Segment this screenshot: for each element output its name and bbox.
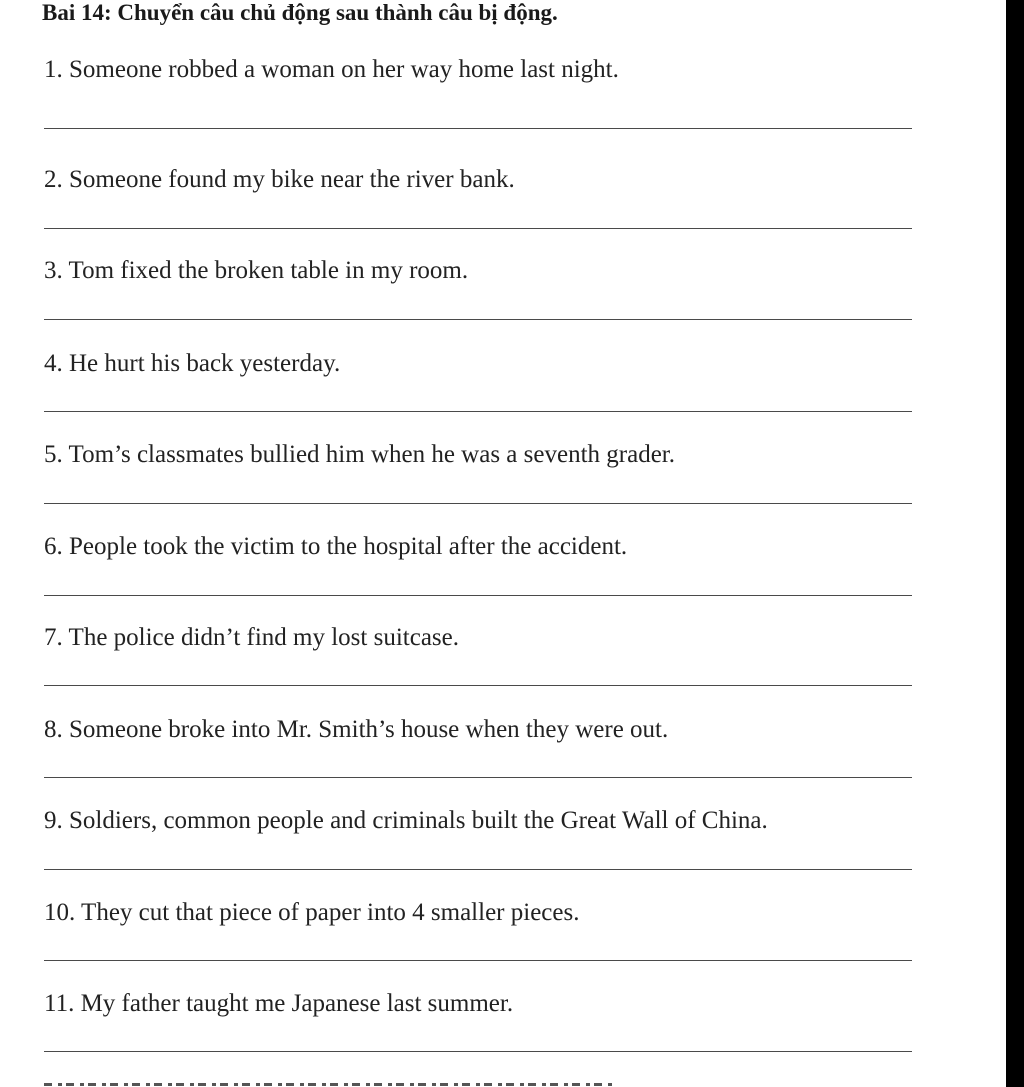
answer-line[interactable] <box>44 228 912 229</box>
answer-line[interactable] <box>44 319 912 320</box>
screen-edge <box>1006 0 1024 1087</box>
question-text: 1. Someone robbed a woman on her way home last night. <box>44 56 619 83</box>
exercise-title: Bai 14: Chuyển câu chủ động sau thành câu bị động. <box>42 0 558 25</box>
cut-off-text-fragment <box>44 1083 614 1086</box>
question-item <box>44 55 914 85</box>
question-text: 4. He hurt his back yesterday. <box>44 350 341 377</box>
answer-line[interactable] <box>44 960 912 961</box>
answer-line[interactable] <box>44 595 912 596</box>
answer-line[interactable] <box>44 777 912 778</box>
question-item <box>44 440 914 470</box>
question-text: 10. They cut that piece of paper into 4 smaller pieces. <box>44 899 580 926</box>
answer-line[interactable] <box>44 869 912 870</box>
question-item <box>44 256 914 286</box>
question-item <box>44 715 914 745</box>
question-text: 2. Someone found my bike near the river bank. <box>44 166 515 193</box>
question-item <box>44 989 914 1019</box>
question-text: 5. Tom’s classmates bullied him when he was a seventh grader. <box>44 441 675 468</box>
question-text: 6. People took the victim to the hospital after the accident. <box>44 533 628 560</box>
question-text: 9. Soldiers, common people and criminals built the Great Wall of China. <box>44 807 768 834</box>
question-text: 11. My father taught me Japanese last summer. <box>44 990 514 1017</box>
answer-line[interactable] <box>44 411 912 412</box>
question-item <box>44 806 914 836</box>
question-item <box>44 898 914 928</box>
question-item <box>44 623 914 653</box>
question-item <box>44 532 914 562</box>
question-item <box>44 349 914 379</box>
answer-line[interactable] <box>44 503 912 504</box>
answer-line[interactable] <box>44 685 912 686</box>
cut-off-next-question <box>44 1076 644 1087</box>
question-item <box>44 165 914 195</box>
question-text: 3. Tom fixed the broken table in my room. <box>44 257 469 284</box>
question-text: 7. The police didn’t find my lost suitcase. <box>44 624 459 651</box>
answer-line[interactable] <box>44 1051 912 1052</box>
answer-line[interactable] <box>44 128 912 129</box>
question-text: 8. Someone broke into Mr. Smith’s house when they were out. <box>44 716 669 743</box>
